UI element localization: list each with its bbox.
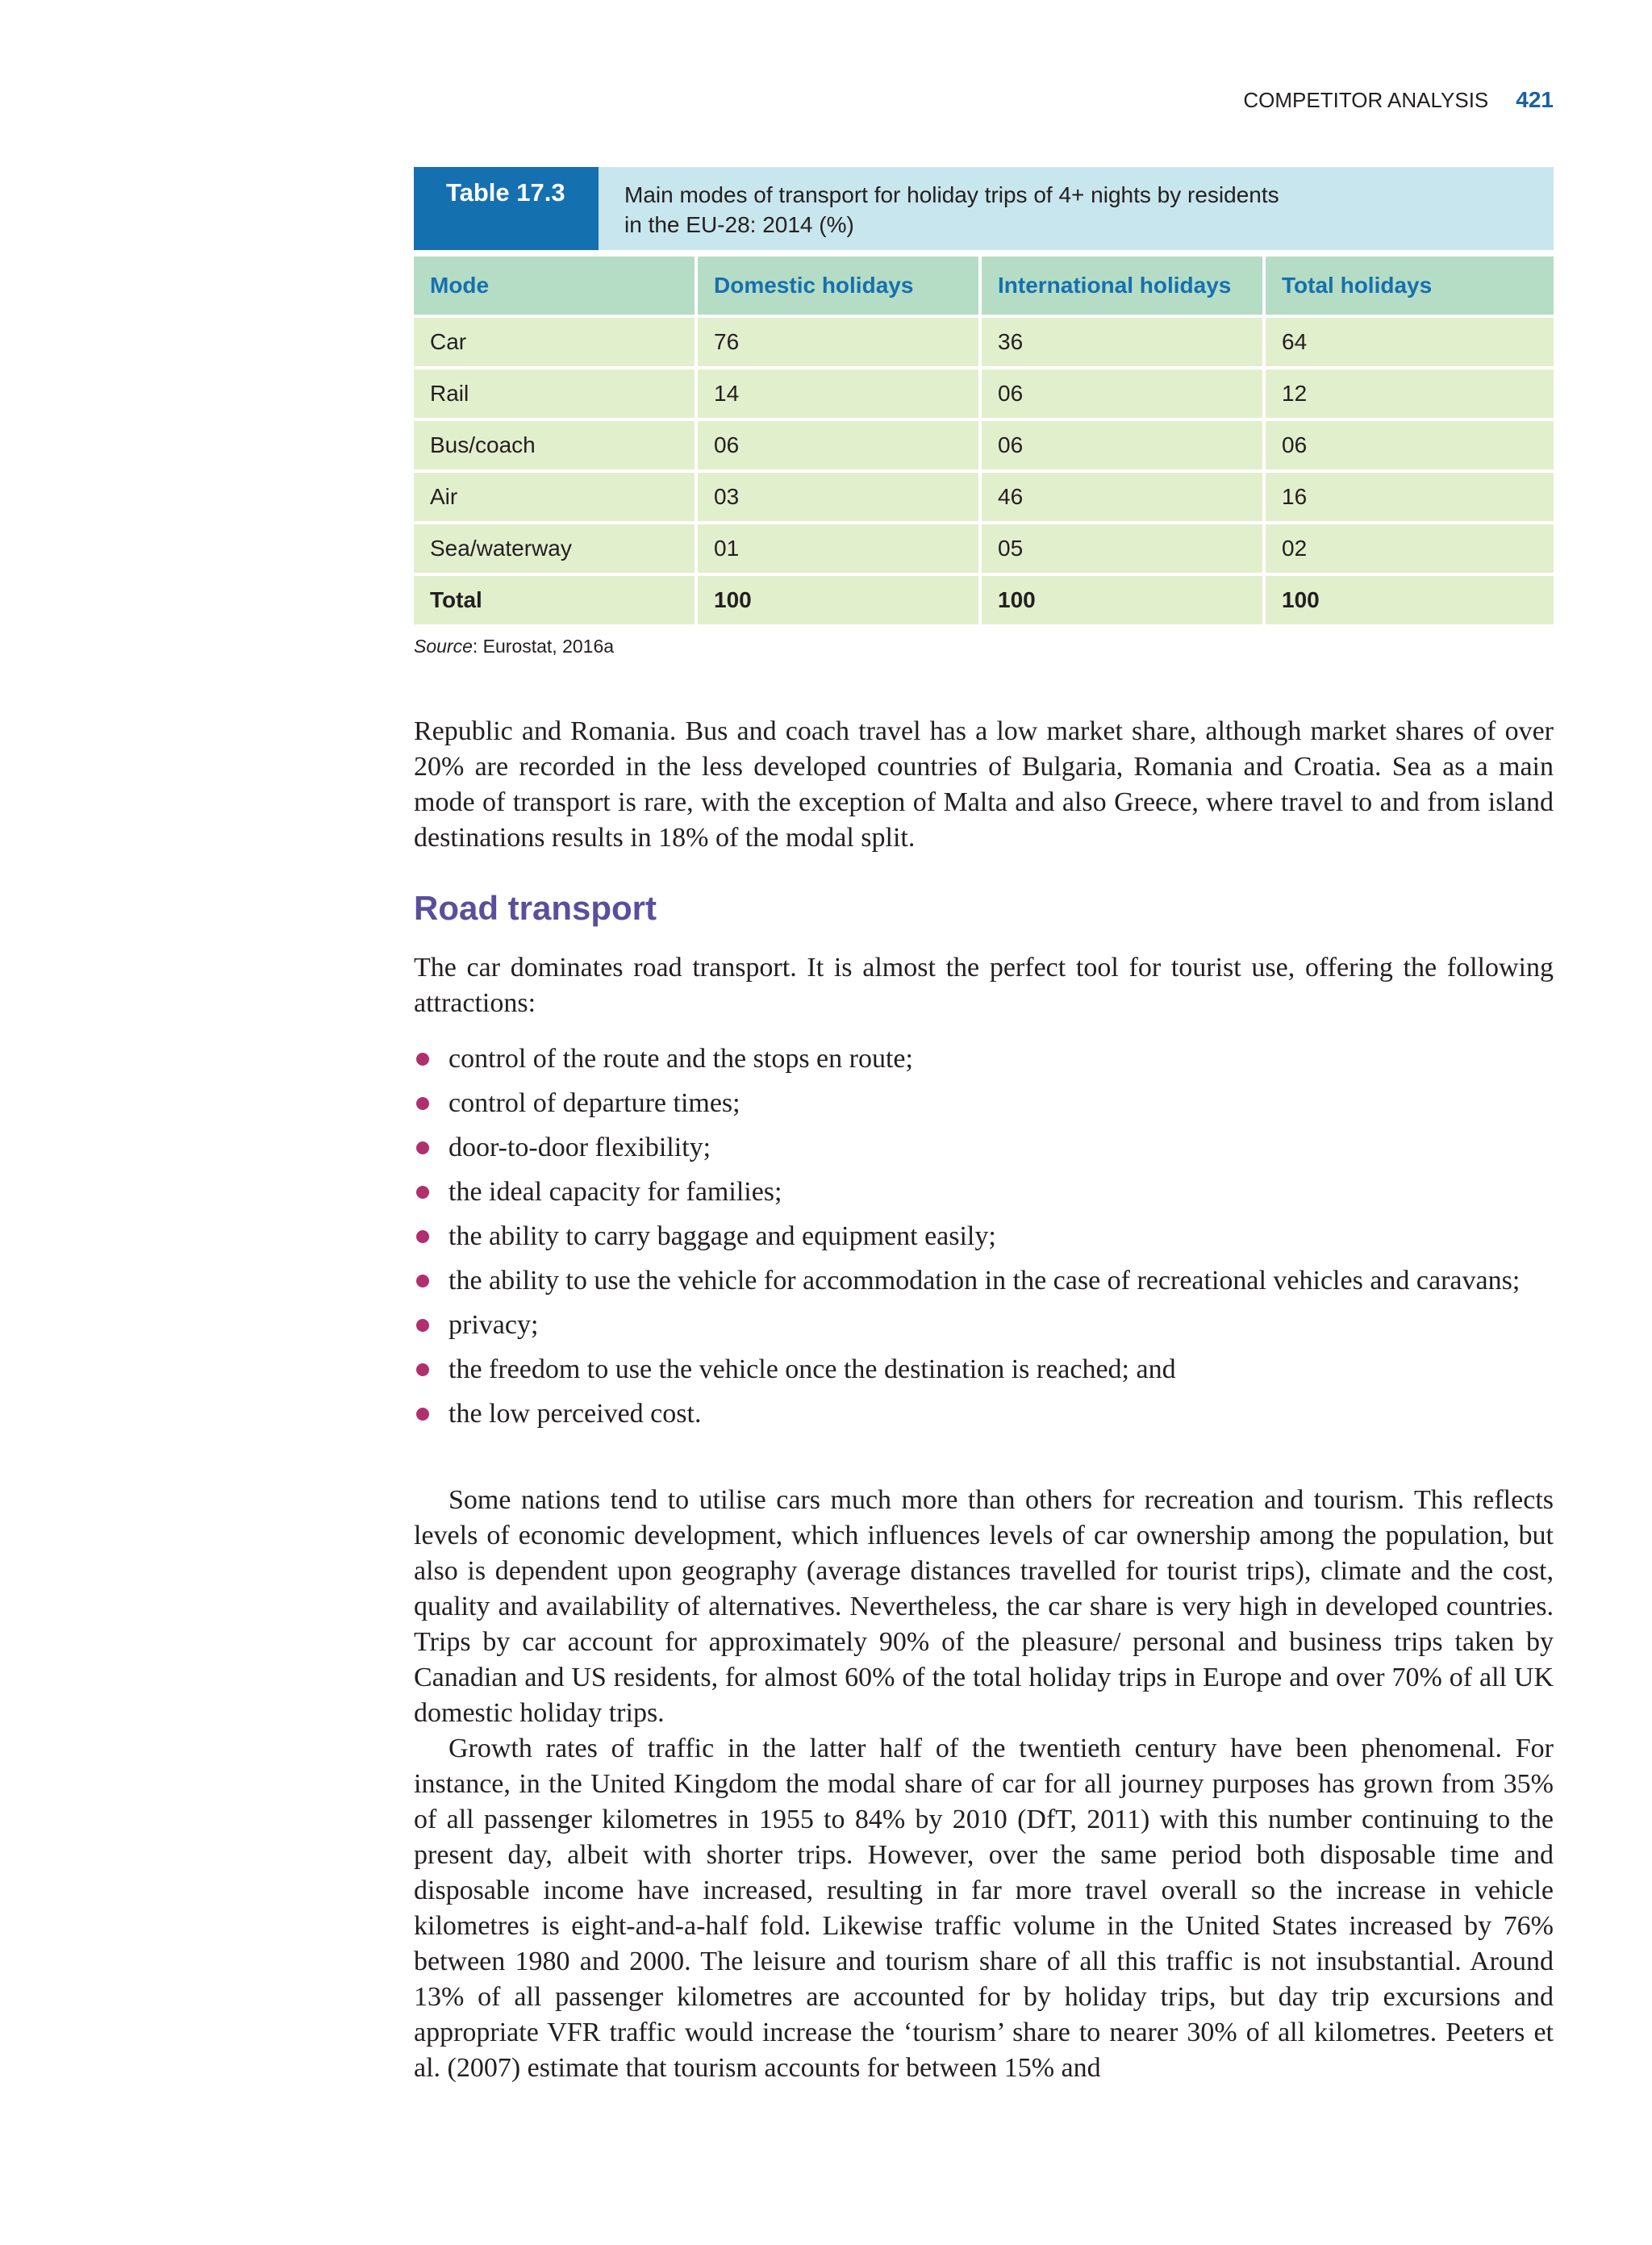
table-cell: 36 — [982, 318, 1262, 366]
section-heading: Road transport — [414, 889, 657, 927]
table-cell: 06 — [1266, 421, 1554, 469]
list-item — [414, 1219, 1554, 1254]
column-header-domestic: Domestic holidays — [698, 257, 978, 315]
list-item-text: door-to-door flexibility; — [448, 1133, 711, 1162]
table-cell: 100 — [698, 576, 978, 624]
column-header-international: International holidays — [982, 257, 1262, 315]
table-cell: Total — [414, 576, 695, 624]
list-item — [414, 1263, 1554, 1299]
table-row — [414, 524, 1554, 573]
source-text: : Eurostat, 2016a — [472, 636, 615, 657]
table-cell: 01 — [698, 524, 978, 573]
table-cell: 14 — [698, 369, 978, 418]
table-caption-line: Main modes of transport for holiday trips of 4+ nights by residents — [624, 182, 1279, 207]
list-item — [414, 1041, 1554, 1077]
table-cell: 06 — [982, 421, 1262, 469]
table-caption-line: in the EU-28: 2014 (%) — [624, 212, 854, 237]
table-header-row — [414, 257, 1554, 315]
table-cell: 02 — [1266, 524, 1554, 573]
paragraph: Some nations tend to utilise cars much more than others for recreation and tourism. This reflects levels of economic development, which influences levels of car ownership among the population, but also is dependent upon geography (average distances travelled for tourist trips), climate and the cost, quality and availability of alternatives. Nevertheless, the car share is very high in developed countries. Trips by car account for approximately 90% of the pleasure/ personal and business trips taken by Canadian and US residents, for almost 60% of the total holiday trips in Europe and over 70% of all UK domestic holiday trips. — [414, 1485, 1554, 1728]
bullet-icon — [416, 1186, 429, 1199]
table-cell: Rail — [414, 369, 695, 418]
paragraph: Republic and Romania. Bus and coach travel has a low market share, although market shares of over 20% are recorded in the less developed countries of Bulgaria, Romania and Croatia. Sea as a main mode of transport is rare, with the exception of Malta and also Greece, where travel to and from island destinations results in 18% of the modal split. — [414, 716, 1554, 853]
list-item — [414, 1086, 1554, 1121]
table-caption-text — [599, 167, 1431, 250]
list-item-text: the freedom to use the vehicle once the destination is reached; and — [448, 1354, 1176, 1384]
table-source — [414, 636, 1554, 657]
table-cell: Air — [414, 473, 695, 521]
table-cell: 100 — [982, 576, 1262, 624]
list-item — [414, 1130, 1554, 1166]
table-cell: 06 — [982, 369, 1262, 418]
table-cell: Sea/waterway — [414, 524, 695, 573]
bullet-icon — [416, 1408, 429, 1421]
bullet-icon — [416, 1319, 429, 1332]
table-cell: 46 — [982, 473, 1262, 521]
table-cell: 05 — [982, 524, 1262, 573]
table-cell: Car — [414, 318, 695, 366]
column-header-total: Total holidays — [1266, 257, 1554, 315]
list-item-text: the ideal capacity for families; — [448, 1177, 782, 1207]
table-caption — [414, 167, 1554, 250]
table-cell: 06 — [698, 421, 978, 469]
bullet-icon — [416, 1141, 429, 1154]
table-label: Table 17.3 — [414, 167, 599, 250]
bullet-list — [414, 1041, 1554, 1441]
list-item — [414, 1308, 1554, 1343]
running-head — [1243, 87, 1554, 113]
table-row — [414, 318, 1554, 366]
column-header-mode: Mode — [414, 257, 695, 315]
bullet-icon — [416, 1363, 429, 1376]
list-item-text: control of the route and the stops en route; — [448, 1044, 913, 1074]
list-item — [414, 1352, 1554, 1387]
list-item-text: privacy; — [448, 1310, 539, 1340]
bullet-icon — [416, 1097, 429, 1110]
paragraph: The car dominates road transport. It is almost the perfect tool for tourist use, offering the following attractions: — [414, 953, 1554, 1018]
table-cell: 76 — [698, 318, 978, 366]
bullet-icon — [416, 1053, 429, 1066]
list-item — [414, 1396, 1554, 1432]
list-item-text: the ability to carry baggage and equipment easily; — [448, 1221, 996, 1251]
table-row — [414, 421, 1554, 469]
running-head-section: COMPETITOR ANALYSIS — [1243, 88, 1489, 112]
table-cell: Bus/coach — [414, 421, 695, 469]
table-17-3 — [414, 167, 1554, 657]
table-cell: 03 — [698, 473, 978, 521]
table-total-row — [414, 576, 1554, 624]
list-item — [414, 1175, 1554, 1210]
table-row — [414, 369, 1554, 418]
table-grid — [414, 257, 1554, 624]
bullet-icon — [416, 1230, 429, 1243]
list-item-text: control of departure times; — [448, 1088, 740, 1118]
table-cell: 100 — [1266, 576, 1554, 624]
source-label: Source — [414, 636, 473, 657]
table-row — [414, 473, 1554, 521]
paragraph: Growth rates of traffic in the latter half of the twentieth century have been phenomenal. For instance, in the United Kingdom the modal share of car for all journey purposes has grown from 35% of all passenger kilometres in 1955 to 84% by 2010 (DfT, 2011) with this number continuing to the present day, albeit with shorter trips. However, over the same period both disposable time and disposable income have increased, resulting in far more travel overall so the increase in vehicle kilometres is eight-and-a-half fold. Likewise traffic volume in the United States increased by 76% between 1980 and 2000. The leisure and tourism share of all this traffic is not insubstantial. Around 13% of all passenger kilometres are accounted for by holiday trips, but day trip excursions and appropriate VFR traffic would increase the ‘tourism’ share to nearer 30% of all kilometres. Peeters et al. (2007) estimate that tourism accounts for between 15% and — [414, 1734, 1554, 2083]
list-item-text: the ability to use the vehicle for accommodation in the case of recreational vehicles and caravans; — [448, 1266, 1521, 1296]
bullet-icon — [416, 1275, 429, 1287]
page-number: 421 — [1516, 87, 1554, 112]
table-cell: 12 — [1266, 369, 1554, 418]
list-item-text: the low perceived cost. — [448, 1399, 702, 1429]
table-cell: 64 — [1266, 318, 1554, 366]
table-cell: 16 — [1266, 473, 1554, 521]
